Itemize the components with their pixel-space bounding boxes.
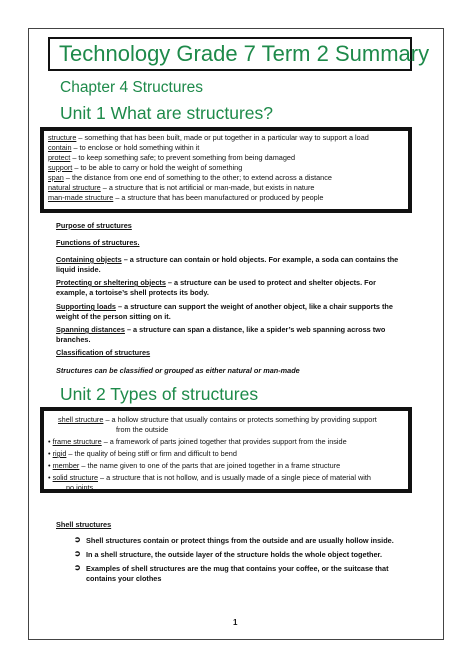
definition-support: support – to be able to carry or hold the weight of something [48,163,243,172]
definition-solid-structure-cont: no joints [66,483,94,492]
definition-span: span – the distance from one end of something to the other; to extend across a distance [48,173,332,182]
definition-rigid: • rigid – the quality of being stiff or firm and difficult to bend [48,449,237,458]
shell-point-3-cont: contains your clothes [86,574,162,583]
chapter-heading: Chapter 4 Structures [60,79,204,96]
unit2-definitions-box [40,407,412,493]
definition-solid-structure: • solid structure – a structure that is not hollow, and is usually made of a single piece of material with [48,473,371,482]
page-number: 1 [233,618,238,627]
page-title: Technology Grade 7 Term 2 Summary [59,41,430,66]
unit2-heading: Unit 2 Types of structures [60,384,259,404]
spanning-distances-cont: branches. [56,335,91,344]
definition-man-made-structure: man-made structure – a structure that has been manufactured or produced by people [48,193,324,202]
spanning-distances: Spanning distances – a structure can span a distance, like a spider’s web spanning across two [56,325,386,334]
definition-shell-structure-cont: from the outside [116,425,169,434]
arrow-bullet-icon: ➲ [74,535,81,544]
functions-heading: Functions of structures. [56,238,140,247]
supporting-loads: Supporting loads – a structure can support the weight of another object, like a chair supports the [56,302,393,311]
classification-text: Structures can be classified or grouped as either natural or man-made [56,366,300,375]
definition-natural-structure: natural structure – a structure that is not artificial or man-made, but exists in nature [48,183,315,192]
shell-point-2: In a shell structure, the outside layer of the structure holds the whole object together. [86,550,382,559]
shell-structures-heading: Shell structures [56,520,112,529]
shell-point-3: Examples of shell structures are the mug that contains your coffee, or the suitcase that [86,564,389,573]
containing-objects-cont: liquid inside. [56,265,101,274]
purpose-heading: Purpose of structures [56,221,132,230]
shell-point-1: Shell structures contain or protect things from the outside and are usually hollow inside. [86,536,394,545]
unit1-heading: Unit 1 What are structures? [60,103,273,123]
protecting-objects-cont: example, a tortoise’s shell protects its body. [56,288,209,297]
arrow-bullet-icon: ➲ [74,563,81,572]
definition-structure: structure – something that has been built, made or put together in a particular way to support a load [48,133,369,142]
classification-heading: Classification of structures [56,348,151,357]
unit1-definitions-box [40,127,412,213]
containing-objects: Containing objects – a structure can contain or hold objects. For example, a soda can contains the [56,255,399,264]
definition-shell-structure: shell structure – a hollow structure that usually contains or protects something by providing support [58,415,377,424]
definition-protect: protect – to keep something safe; to prevent something from being damaged [48,153,296,162]
definition-frame-structure: • frame structure – a framework of parts joined together that provides support from the inside [48,437,347,446]
arrow-bullet-icon: ➲ [74,549,81,558]
supporting-loads-cont: weight of the person sitting on it. [56,312,171,321]
definition-contain: contain – to enclose or hold something within it [48,143,200,152]
definition-member: • member – the name given to one of the parts that are joined together in a frame structure [48,461,341,470]
protecting-objects: Protecting or sheltering objects – a structure can be used to protect and shelter objects. For [56,278,376,287]
